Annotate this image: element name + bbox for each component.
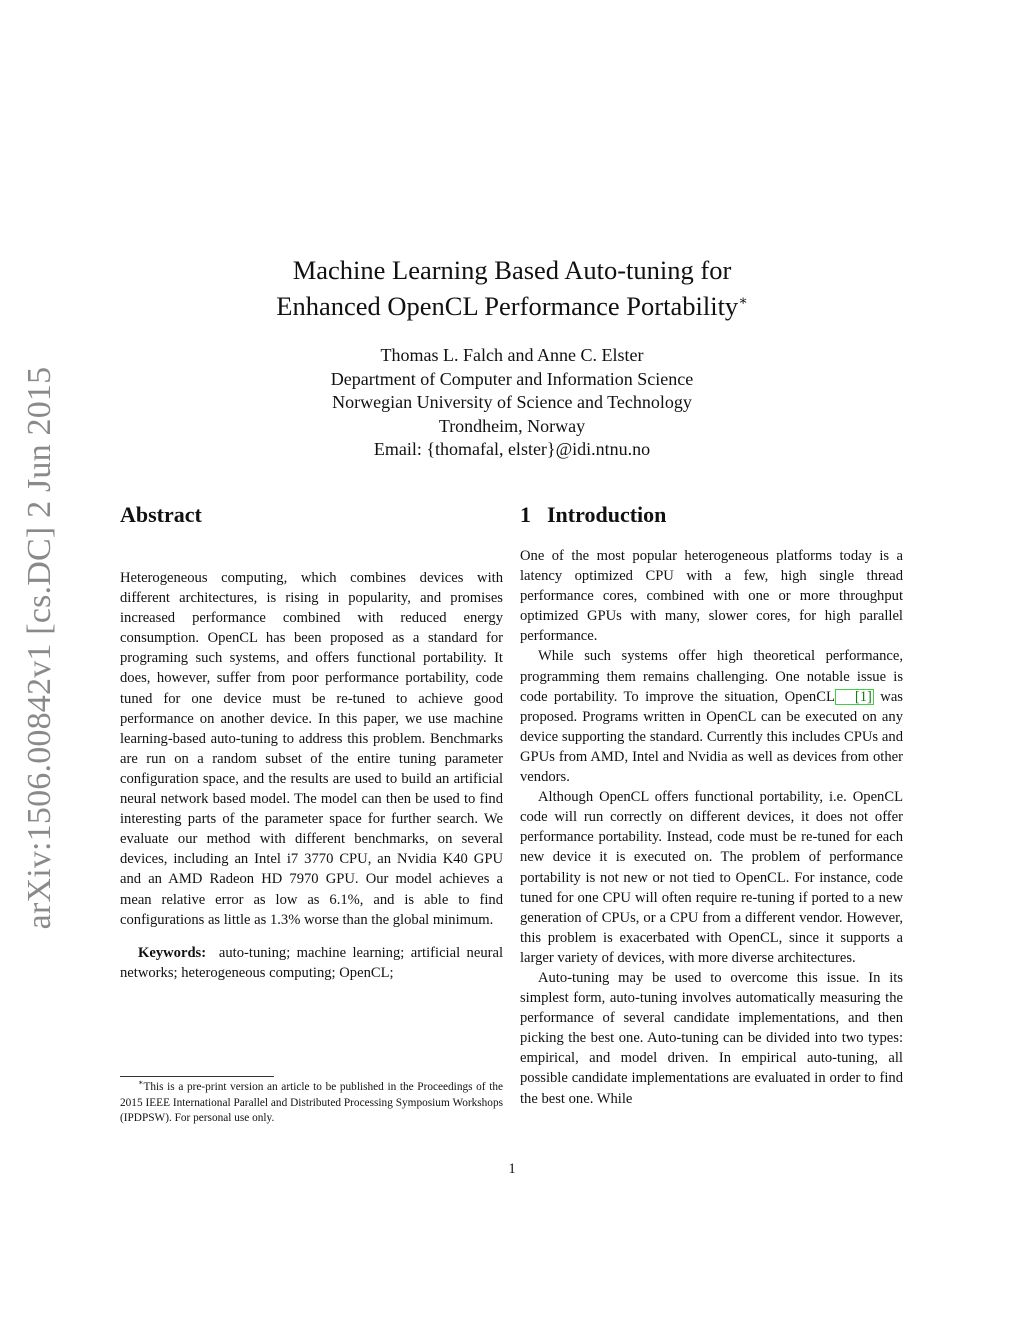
section-number: 1 bbox=[520, 502, 531, 527]
citation-link[interactable]: [1] bbox=[835, 689, 874, 705]
footnote-text: This is a pre-print version an article to be published in the Proceedings of the 2015 IEEE International Parallel and Distributed Processing Symposium Workshops (IPDPSW). For personal use only. bbox=[120, 1081, 503, 1125]
author-block bbox=[0, 344, 1024, 462]
paper-title bbox=[0, 252, 1024, 324]
keywords-label: Keywords: bbox=[138, 944, 207, 961]
intro-p2-before: While such systems offer high theoretical performance, programming them remains challenging. One notable issue is code portability. To improve the situation, OpenCL bbox=[520, 648, 903, 705]
author-location: Trondheim, Norway bbox=[438, 415, 586, 436]
introduction-heading bbox=[520, 498, 903, 532]
intro-paragraph-1: One of the most popular heterogeneous platforms today is a latency optimized CPU with a few, high single thread performance cores, combined with one or more throughput optimized GPUs with many, slower cores, for high parallel performance. bbox=[520, 548, 903, 645]
right-column bbox=[520, 498, 903, 1109]
abstract-text: Heterogeneous computing, which combines devices with different architectures, is rising in popularity, and promises increased performance combined with reduced energy consumption. OpenCL has been proposed as a standard for programing such systems, and offers functional portability. It does, however, suffer from poor performance portability, code tuned for one device must be re-tuned to achieve good performance on another device. In this paper, we use machine learning-based auto-tuning to address this problem. Benchmarks are run on a random subset of the entire tuning parameter configuration space, and the results are used to build an artificial neural network based model. The model can then be used to find interesting parts of the parameter space for further search. We evaluate our method with different benchmarks, on several devices, including an Intel i7 3770 CPU, an Nvidia K40 GPU and an AMD Radeon HD 7970 GPU. Our model achieves a mean relative error as low as 6.1%, and is able to find configurations as little as 1.3% worse than the global minimum. bbox=[120, 570, 503, 928]
title-footnote-mark: ∗ bbox=[738, 294, 748, 310]
section-title: Introduction bbox=[547, 502, 667, 527]
keywords-paragraph bbox=[120, 943, 503, 983]
author-university: Norwegian University of Science and Technology bbox=[332, 392, 692, 412]
left-column bbox=[120, 498, 503, 983]
intro-paragraph-4: Auto-tuning may be used to overcome this issue. In its simplest form, auto-tuning involves automatically measuring the performance of several candidate implementations, and then picking the best one. Auto-tuning can be divided into two types: empirical, and model driven. In empirical auto-tuning, all possible candidate implementations are evaluated in order to find the best one. While bbox=[520, 969, 903, 1107]
footnote-rule bbox=[120, 1076, 274, 1077]
arxiv-identifier-stamp: arXiv:1506.00842v1 [cs.DC] 2 Jun 2015 bbox=[21, 366, 58, 930]
abstract-heading: Abstract bbox=[120, 502, 202, 527]
title-line-2-text: Enhanced OpenCL Performance Portability bbox=[276, 291, 739, 321]
author-email: Email: {thomafal, elster}@idi.ntnu.no bbox=[373, 439, 651, 459]
keywords-text: auto-tuning; machine learning; artificial neural networks; heterogeneous computing; OpenCL; bbox=[120, 944, 504, 981]
title-line-2 bbox=[0, 288, 1024, 324]
footnote-mark: ∗ bbox=[138, 1078, 144, 1088]
page-number: 1 bbox=[508, 1161, 516, 1177]
author-names: Thomas L. Falch and Anne C. Elster bbox=[380, 345, 644, 365]
title-line-1: Machine Learning Based Auto-tuning for bbox=[292, 255, 732, 285]
intro-paragraph-3: Although OpenCL offers functional portability, i.e. OpenCL code will run correctly on different devices, it does not offer performance portability. Instead, code must be re-tuned for each new device it is executed on. The problem of performance portability is not new or not tied to OpenCL. For instance, code tuned for one CPU will often require re-tuning if ported to a new generation of CPUs, or a CPU from a different vendor. However, this problem is exacerbated with OpenCL, since it supports a larger variety of devices, with more diverse architectures. bbox=[520, 789, 903, 966]
footnote bbox=[120, 1080, 503, 1127]
author-department: Department of Computer and Information Science bbox=[330, 368, 694, 389]
intro-paragraph-2 bbox=[520, 646, 903, 787]
intro-p2-after: was proposed. Programs written in OpenCL can be executed on any device supporting the standard. Currently this includes CPUs and GPUs from AMD, Intel and Nvidia as well as devices from other vendors. bbox=[520, 688, 903, 786]
